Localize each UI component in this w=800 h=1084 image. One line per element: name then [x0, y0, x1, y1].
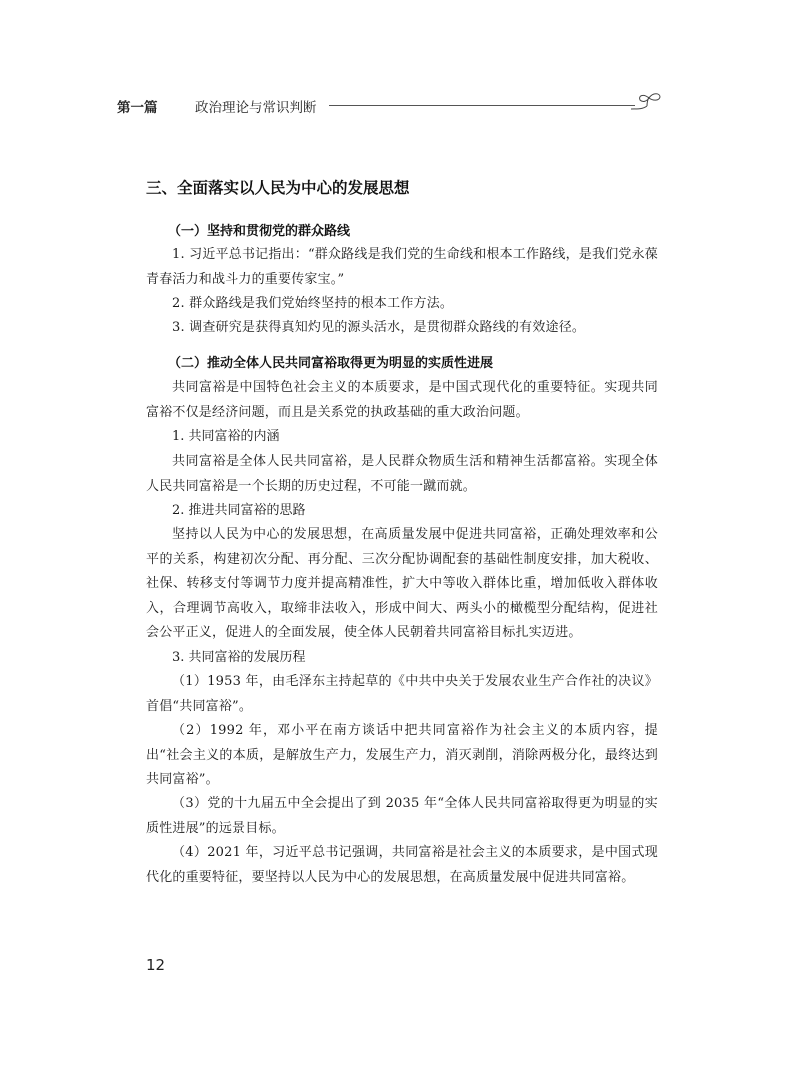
running-header [117, 92, 662, 120]
point-heading: 2. 推进共同富裕的思路 [172, 503, 306, 518]
point-heading: 1. 共同富裕的内涵 [172, 429, 280, 444]
page-number: 12 [146, 956, 166, 974]
sprout-icon [629, 92, 665, 116]
paragraph: 坚持以人民为中心的发展思想，在高质量发展中促进共同富裕，正确处理效率和公平的关系，构建初次分配、再分配、三次分配协调配套的基础性制度安排，加大税收、社保、转移支付等调节力度并提高精准性，扩大中等收入群体比重，增加低收入群体收入，合理调节高收入，取缔非法收入，形成中间大、两头小的橄榄型分配结构，促进社会公平正义，促进人的全面发展，使全体人民朝着共同富裕目标扎实迈进。 [146, 527, 658, 640]
header-rule [329, 105, 635, 106]
paragraph: 共同富裕是全体人民共同富裕，是人民群众物质生活和精神生活都富裕。实现全体人民共同富裕是一个长期的历史过程，不可能一蹴而就。 [146, 454, 658, 494]
section-heading: 三、全面落实以人民为中心的发展思想 [146, 179, 410, 197]
header-chapter-title: 政治理论与常识判断 [195, 100, 317, 116]
subsection-heading-2: （二）推动全体人民共同富裕取得更为明显的实质性进展 [168, 356, 494, 371]
paragraph: 共同富裕是中国特色社会主义的本质要求，是中国式现代化的重要特征。实现共同富裕不仅是经济问题，而且是关系党的执政基础的重大政治问题。 [146, 380, 658, 420]
history-item: （3）党的十九届五中全会提出了到 2035 年“全体人民共同富裕取得更为明显的实质性进展”的远景目标。 [146, 796, 658, 836]
point-heading: 3. 共同富裕的发展历程 [172, 650, 306, 665]
history-item: （2）1992 年，邓小平在南方谈话中把共同富裕作为社会主义的本质内容，提出“社会主义的本质，是解放生产力，发展生产力，消灭剥削，消除两极分化，最终达到共同富裕”。 [146, 723, 658, 787]
subsection-heading-1: （一）坚持和贯彻党的群众路线 [168, 224, 351, 239]
list-item: 2. 群众路线是我们党始终坚持的根本工作方法。 [172, 296, 454, 311]
header-part-label: 第一篇 [117, 100, 158, 116]
list-item: 1. 习近平总书记指出：“群众路线是我们党的生命线和根本工作路线，是我们党永葆青春活力和战斗力的重要传家宝。” [146, 247, 658, 287]
list-item: 3. 调查研究是获得真知灼见的源头活水，是贯彻群众路线的有效途径。 [172, 320, 586, 335]
history-item: （4）2021 年，习近平总书记强调，共同富裕是社会主义的本质要求，是中国式现代化的重要特征，要坚持以人民为中心的发展思想，在高质量发展中促进共同富裕。 [146, 845, 658, 885]
history-item: （1）1953 年，由毛泽东主持起草的《中共中央关于发展农业生产合作社的决议》首倡“共同富裕”。 [146, 674, 658, 714]
